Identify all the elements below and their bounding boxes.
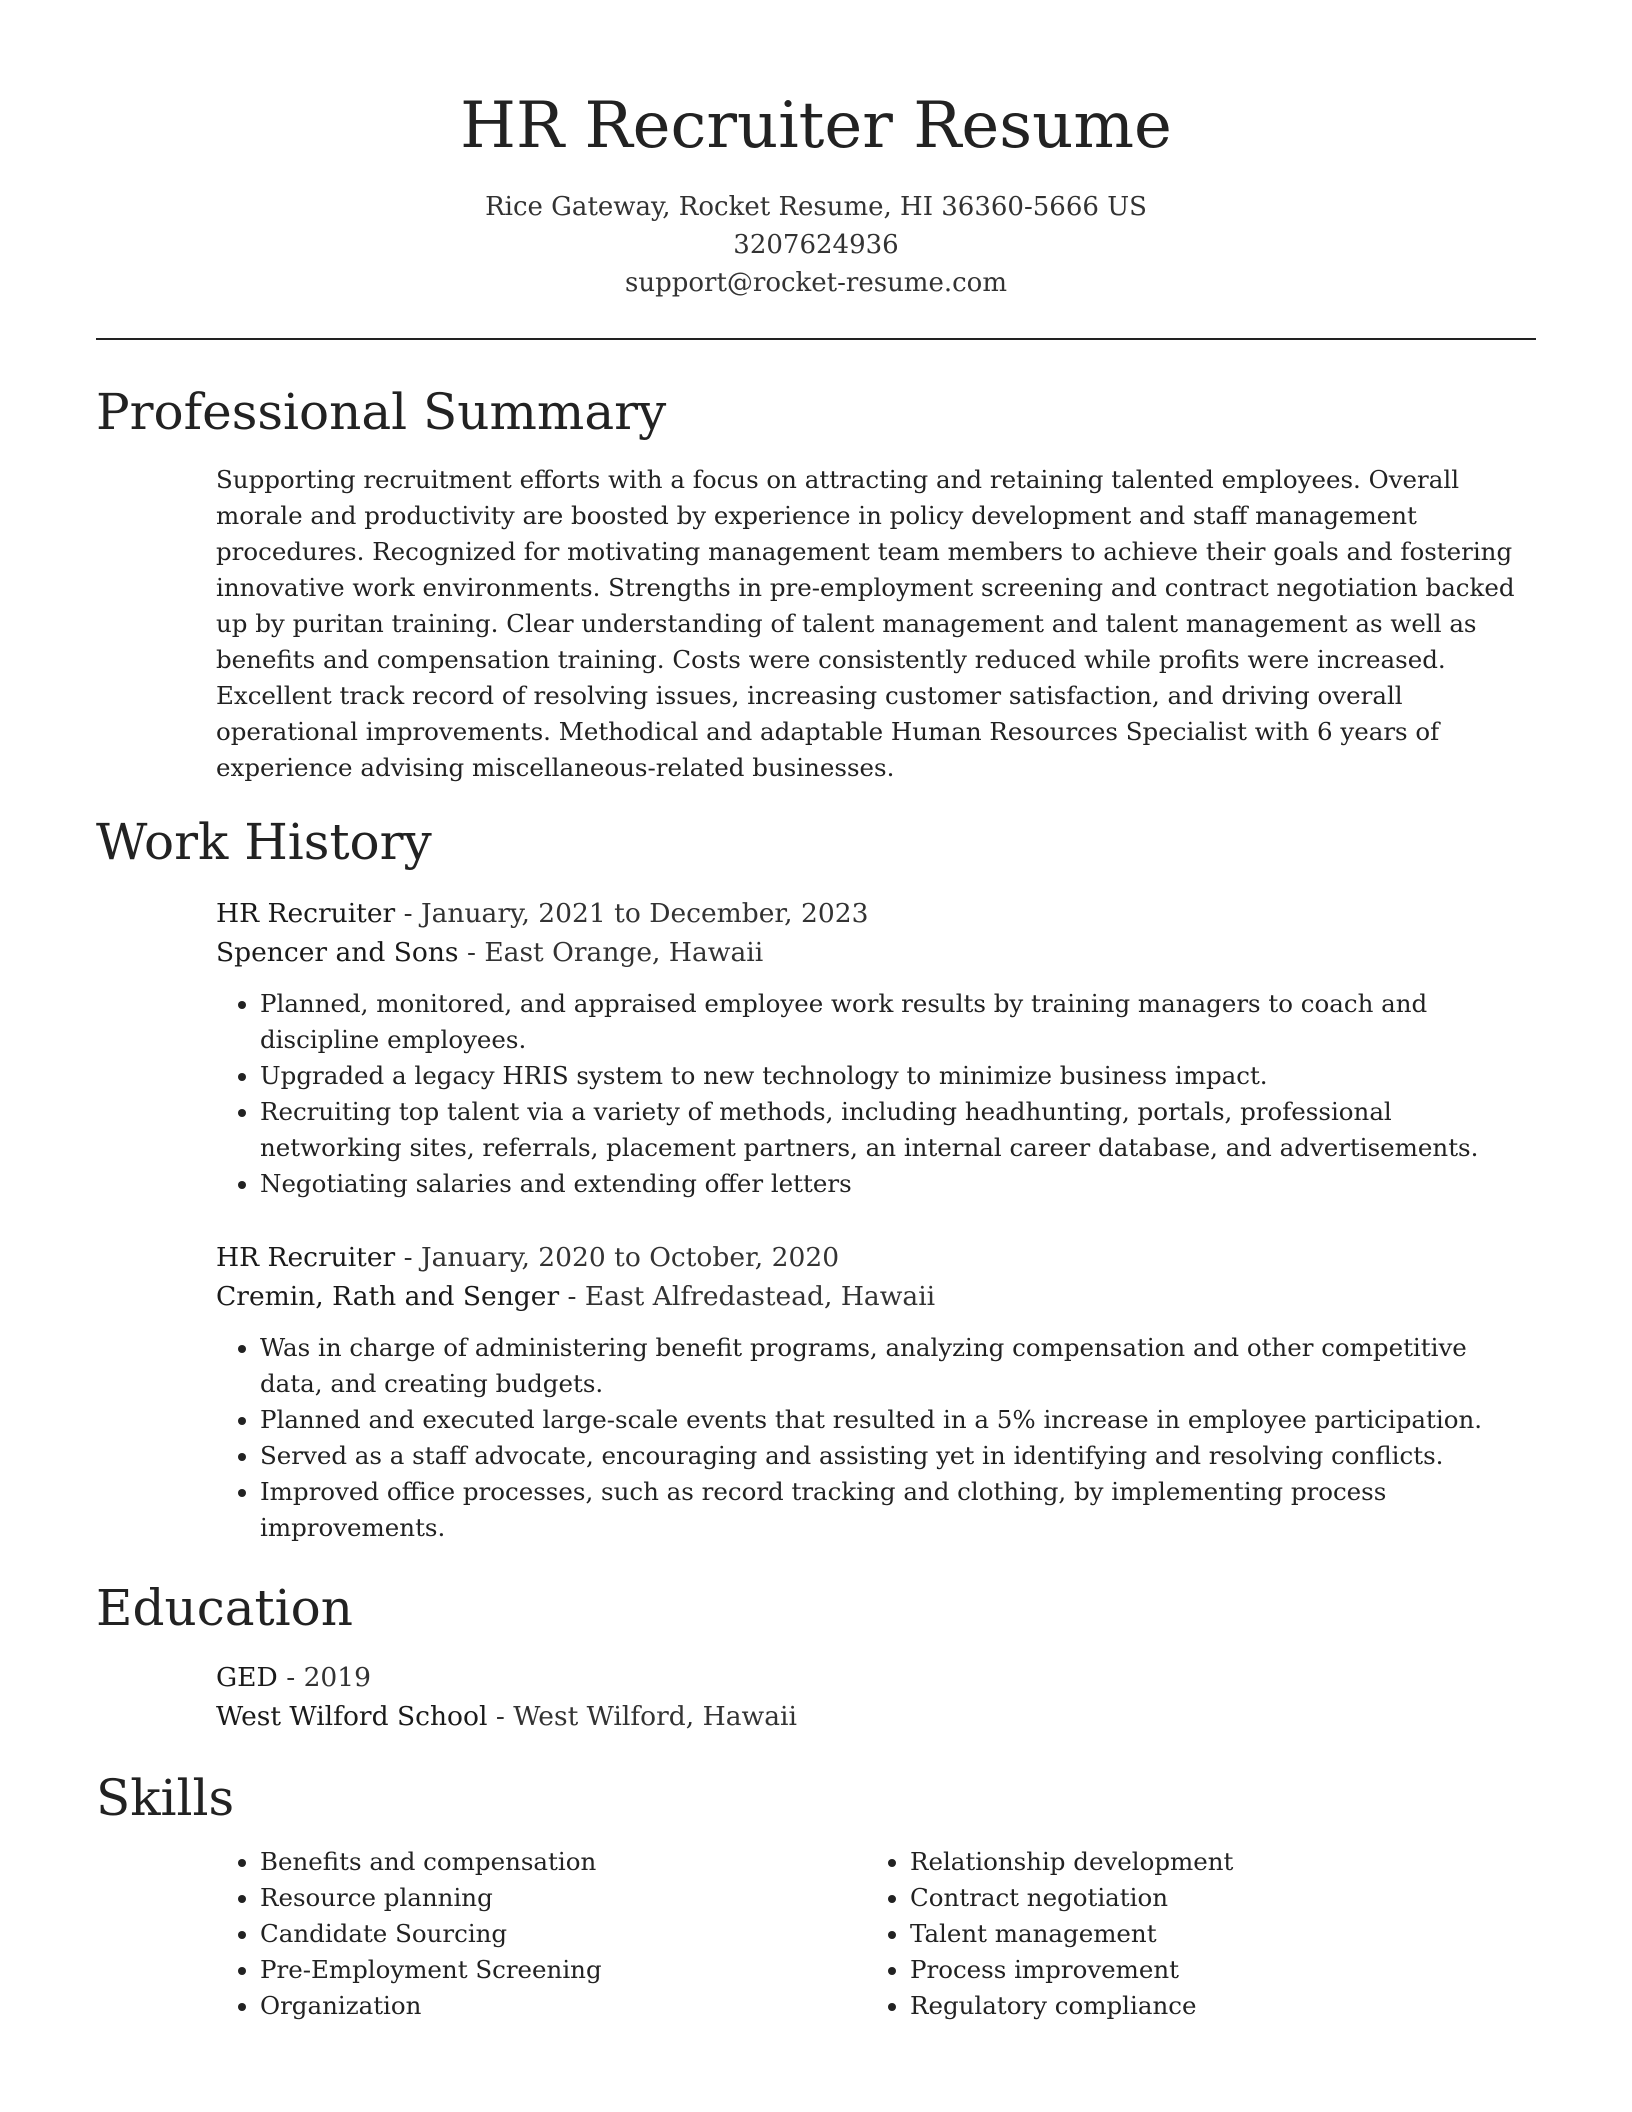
contact-phone: 3207624936 bbox=[733, 230, 899, 260]
education-year: - 2019 bbox=[277, 1662, 372, 1693]
skills-column-right bbox=[866, 1844, 1516, 2024]
job-company: Cremin, Rath and Senger bbox=[216, 1281, 560, 1312]
job-dates: - January, 2020 to October, 2020 bbox=[395, 1242, 840, 1273]
job-entry bbox=[216, 894, 1536, 1202]
list-item: • Talent management bbox=[910, 1916, 1516, 1952]
skills-heading: Skills bbox=[96, 1769, 235, 1827]
job-role: HR Recruiter bbox=[216, 1242, 396, 1273]
skills-grid bbox=[216, 1844, 1536, 2024]
education-degree: GED bbox=[216, 1662, 278, 1693]
education-degree-line bbox=[216, 1658, 1536, 1697]
job-company-line bbox=[216, 1277, 1536, 1316]
skills-list-right bbox=[866, 1844, 1516, 2024]
resume-page bbox=[96, 0, 1536, 2024]
job-company: Spencer and Sons bbox=[216, 937, 459, 968]
work-history-section bbox=[216, 894, 1536, 1546]
list-item: • Organization bbox=[260, 1988, 866, 2024]
resume-header bbox=[96, 0, 1536, 302]
education-school-line bbox=[216, 1697, 1536, 1736]
contact-address: Rice Gateway, Rocket Resume, HI 36360-5666 US bbox=[485, 192, 1147, 222]
job-entry bbox=[216, 1238, 1536, 1546]
skills-section bbox=[216, 1844, 1536, 2024]
summary-text: Supporting recruitment efforts with a focus on attracting and retaining talented employees. Overall morale and productivity are boosted by experience in policy development and staff management procedures. Recognized for motivating management team members to achieve their goals and fostering innovative work environments. Strengths in pre-employment screening and contract negotiation backed up by puritan training. Clear understanding of talent management and talent management as well as benefits and compensation training. Costs were consistently reduced while profits were increased. Excellent track record of resolving issues, increasing customer satisfaction, and driving overall operational improvements. Methodical and adaptable Human Resources Specialist with 6 years of experience advising miscellaneous-related businesses. bbox=[216, 465, 1515, 782]
list-item: • Pre-Employment Screening bbox=[260, 1952, 866, 1988]
job-title-line bbox=[216, 1238, 1536, 1277]
job-title-line bbox=[216, 894, 1536, 933]
skills-list-left bbox=[216, 1844, 866, 2024]
job-company-line bbox=[216, 933, 1536, 972]
list-item: • Resource planning bbox=[260, 1880, 866, 1916]
summary-heading: Professional Summary bbox=[96, 383, 667, 441]
list-item: • Recruiting top talent via a variety of methods, including headhunting, portals, professional networking sites, referrals, placement partners, an internal career database, and advertisements. bbox=[260, 1094, 1536, 1166]
work-history-heading: Work History bbox=[96, 813, 432, 871]
list-item: • Contract negotiation bbox=[910, 1880, 1516, 1916]
list-item: • Planned, monitored, and appraised employee work results by training managers to coach and discipline employees. bbox=[260, 986, 1536, 1058]
job-bullets bbox=[216, 986, 1536, 1202]
summary-section bbox=[216, 462, 1536, 786]
skills-column-left bbox=[216, 1844, 866, 2024]
education-heading: Education bbox=[96, 1579, 353, 1637]
job-role: HR Recruiter bbox=[216, 898, 396, 929]
job-location: - East Alfredastead, Hawaii bbox=[559, 1281, 936, 1312]
list-item: • Was in charge of administering benefit programs, analyzing compensation and other competitive data, and creating budgets. bbox=[260, 1330, 1536, 1402]
contact-email: support@rocket-resume.com bbox=[624, 268, 1007, 298]
education-section bbox=[216, 1658, 1536, 1736]
list-item: • Relationship development bbox=[910, 1844, 1516, 1880]
list-item: • Served as a staff advocate, encouraging and assisting yet in identifying and resolving conflicts. bbox=[260, 1438, 1536, 1474]
header-divider bbox=[96, 338, 1536, 340]
list-item: • Benefits and compensation bbox=[260, 1844, 866, 1880]
list-item: • Planned and executed large-scale events that resulted in a 5% increase in employee participation. bbox=[260, 1402, 1536, 1438]
job-bullets bbox=[216, 1330, 1536, 1546]
list-item: • Negotiating salaries and extending offer letters bbox=[260, 1166, 1536, 1202]
list-item: • Regulatory compliance bbox=[910, 1988, 1516, 2024]
list-item: • Candidate Sourcing bbox=[260, 1916, 866, 1952]
job-location: - East Orange, Hawaii bbox=[458, 937, 764, 968]
education-location: - West Wilford, Hawaii bbox=[487, 1701, 797, 1732]
resume-title: HR Recruiter Resume bbox=[460, 89, 1172, 163]
list-item: • Upgraded a legacy HRIS system to new technology to minimize business impact. bbox=[260, 1058, 1536, 1094]
list-item: • Improved office processes, such as record tracking and clothing, by implementing process improvements. bbox=[260, 1474, 1536, 1546]
contact-info bbox=[96, 188, 1536, 302]
education-school: West Wilford School bbox=[216, 1701, 488, 1732]
job-dates: - January, 2021 to December, 2023 bbox=[395, 898, 869, 929]
list-item: • Process improvement bbox=[910, 1952, 1516, 1988]
